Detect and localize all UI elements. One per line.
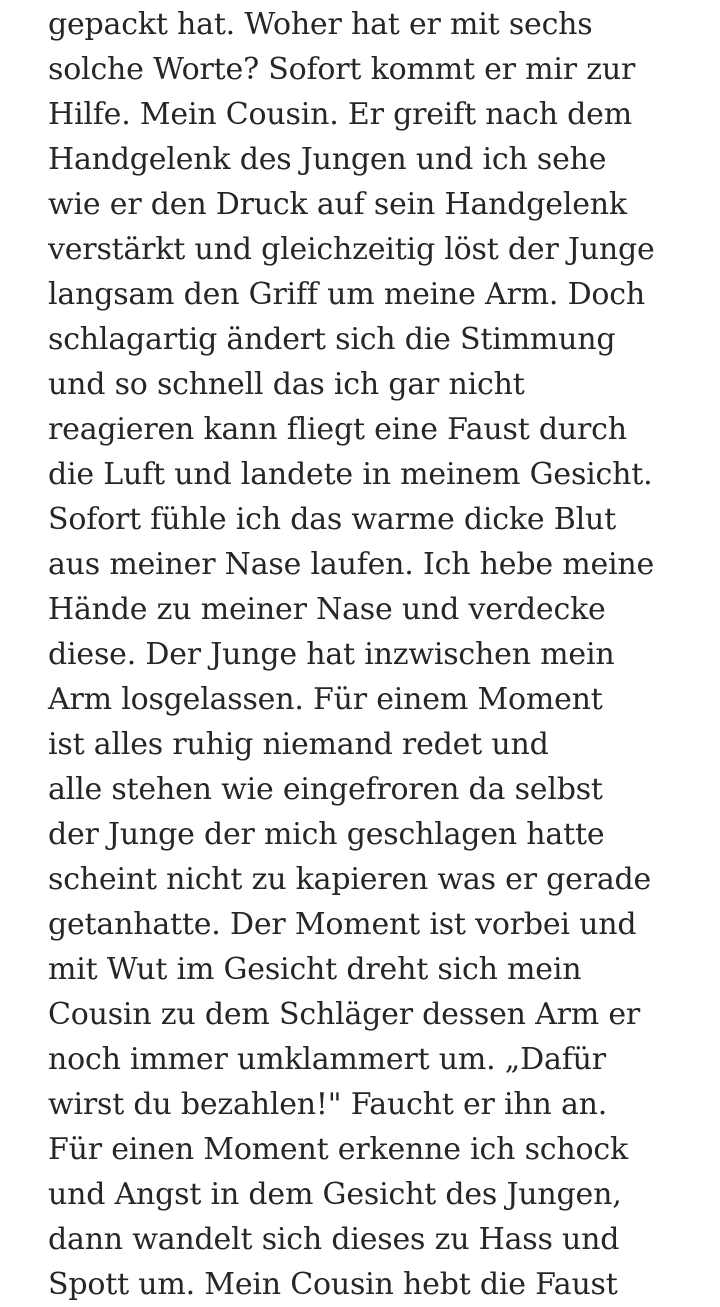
story-line: aus meiner Nase laufen. Ich hebe meine <box>48 547 655 582</box>
story-line: und so schnell das ich gar nicht <box>48 367 525 402</box>
story-line: Für einen Moment erkenne ich schock <box>48 1132 628 1167</box>
story-line: diese. Der Junge hat inzwischen mein <box>48 637 615 672</box>
story-line: dann wandelt sich dieses zu Hass und <box>48 1222 620 1257</box>
story-line: Hilfe. Mein Cousin. Er greift nach dem <box>48 97 632 132</box>
story-line: mit Wut im Gesicht dreht sich mein <box>48 952 582 987</box>
story-line: Hände zu meiner Nase und verdecke <box>48 592 606 627</box>
story-line: der Junge der mich geschlagen hatte <box>48 817 605 852</box>
story-line: noch immer umklammert um. „Dafür <box>48 1042 606 1077</box>
story-line: alle stehen wie eingefroren da selbst <box>48 772 603 807</box>
story-line: getanhatte. Der Moment ist vorbei und <box>48 907 637 942</box>
story-line: ist alles ruhig niemand redet und <box>48 727 549 762</box>
story-line: wie er den Druck auf sein Handgelenk <box>48 187 627 222</box>
story-line: verstärkt und gleichzeitig löst der Junge <box>48 232 655 267</box>
story-line: Sofort fühle ich das warme dicke Blut <box>48 502 616 537</box>
story-text <box>48 2 708 1307</box>
story-line: Handgelenk des Jungen und ich sehe <box>48 142 607 177</box>
story-line: Arm losgelassen. Für einem Moment <box>48 682 603 717</box>
story-line: gepackt hat. Woher hat er mit sechs <box>48 7 593 42</box>
story-line: die Luft und landete in meinem Gesicht. <box>48 457 653 492</box>
story-line: Cousin zu dem Schläger dessen Arm er <box>48 997 641 1032</box>
story-line: reagieren kann fliegt eine Faust durch <box>48 412 627 447</box>
story-line: wirst du bezahlen!" Faucht er ihn an. <box>48 1087 608 1122</box>
story-line: schlagartig ändert sich die Stimmung <box>48 322 616 357</box>
story-line: langsam den Griff um meine Arm. Doch <box>48 277 646 312</box>
story-line: Spott um. Mein Cousin hebt die Faust <box>48 1267 618 1302</box>
story-line: solche Worte? Sofort kommt er mir zur <box>48 52 636 87</box>
story-line: und Angst in dem Gesicht des Jungen, <box>48 1177 622 1212</box>
story-line: scheint nicht zu kapieren was er gerade <box>48 862 652 897</box>
